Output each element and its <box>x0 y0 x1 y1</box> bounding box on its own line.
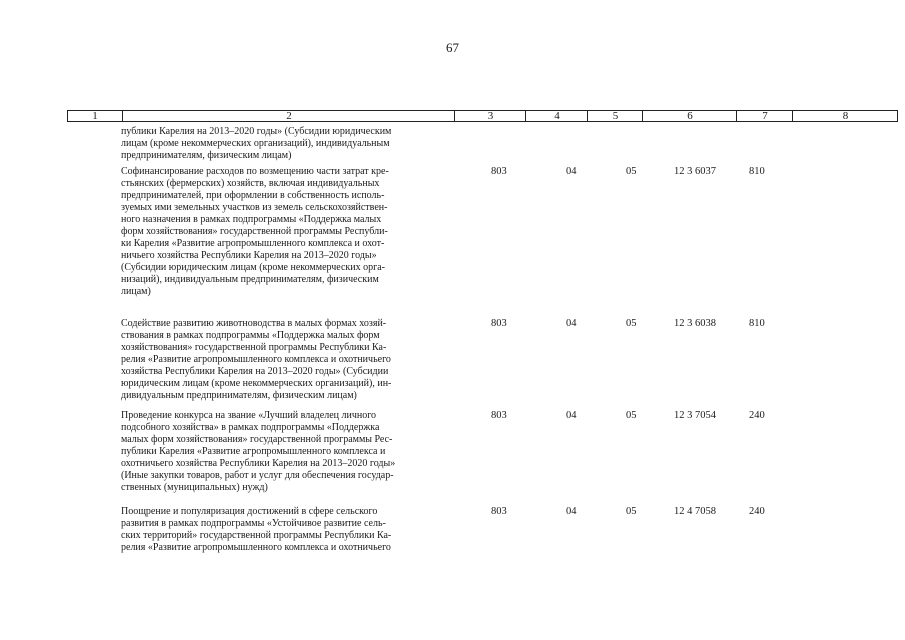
header-cell-1: 1 <box>92 110 98 122</box>
row-expense-type-code: 240 <box>749 410 765 421</box>
row-section-code: 803 <box>491 506 507 517</box>
page-number: 67 <box>446 40 459 55</box>
row-group-code: 05 <box>626 410 637 421</box>
row-group-code: 05 <box>626 166 637 177</box>
row-description-line: лицам (кроме некоммерческих организаций), индивидуальным <box>121 138 390 149</box>
row-description-line: малых форм хозяйствования» государственной программы Рес- <box>121 434 393 445</box>
row-description-line: (Иные закупки товаров, работ и услуг для обеспечения государ- <box>121 470 394 481</box>
row-description-line: Поощрение и популяризация достижений в сфере сельского <box>121 506 378 517</box>
row-description-line: юридическим лицам (кроме некоммерческих организаций), ин- <box>121 378 392 389</box>
row-description-line: ного назначения в рамках подпрограммы «Поддержка малых <box>121 214 382 225</box>
row-target-article-code: 12 3 6038 <box>674 318 716 329</box>
row-description-line: лицам) <box>121 286 151 297</box>
row-description-line: стьянских (фермерских) хозяйств, включая индивидуальных <box>121 178 380 189</box>
row-section-code: 803 <box>491 410 507 421</box>
row-description-line: охотничьего хозяйства Республики Карелия на 2013–2020 годы» <box>121 458 396 469</box>
row-target-article-code: 12 4 7058 <box>674 506 716 517</box>
row-description-line: ки Карелия «Развитие агропромышленного комплекса и охот- <box>121 238 385 249</box>
header-cell-6: 6 <box>642 111 737 121</box>
row-group-code: 05 <box>626 318 637 329</box>
row-description-line: зуемых ими земельных участков из земель сельскохозяйствен- <box>121 202 388 213</box>
row-description-line: дивидуальным предпринимателям, физическим лицам) <box>121 390 357 401</box>
row-subsection-code: 04 <box>566 318 577 329</box>
row-description-line: предпринимателей, при оформлении в собственность исполь- <box>121 190 385 201</box>
row-description-line: подсобного хозяйства» в рамках подпрограммы «Поддержка <box>121 422 380 433</box>
row-description-line: ничьего хозяйства Республики Карелия на 2013–2020 годы» <box>121 250 377 261</box>
header-cell-8: 8 <box>792 111 898 121</box>
row-description-line: Софинансирование расходов по возмещению части затрат кре- <box>121 166 389 177</box>
row-description-line: ских территорий» государственной программы Республики Ка- <box>121 530 392 541</box>
row-expense-type-code: 810 <box>749 318 765 329</box>
row-expense-type-code: 810 <box>749 166 765 177</box>
row-target-article-code: 12 3 7054 <box>674 410 716 421</box>
row-description-line: развития в рамках подпрограммы «Устойчивое развитие сель- <box>121 518 386 529</box>
header-cell-3: 3 <box>454 111 526 121</box>
table-header-row <box>67 110 898 122</box>
row-target-article-code: 12 3 6037 <box>674 166 716 177</box>
row-description-line: (Субсидии юридическим лицам (кроме некоммерческих орга- <box>121 262 385 273</box>
header-cell-5: 5 <box>587 111 643 121</box>
row-description-line: публики Карелия на 2013–2020 годы» (Субсидии юридическим <box>121 126 392 137</box>
row-description-line: ственных (муниципальных) нужд) <box>121 482 268 493</box>
row-description-line: хозяйства Республики Карелия на 2013–2020 годы» (Субсидии <box>121 366 389 377</box>
header-cell-2: 2 <box>122 111 455 121</box>
header-cell-7: 7 <box>736 111 793 121</box>
row-section-code: 803 <box>491 166 507 177</box>
row-description-line: Содействие развитию животноводства в малых формах хозяй- <box>121 318 387 329</box>
row-subsection-code: 04 <box>566 410 577 421</box>
row-description-line: хозяйствования» государственной программы Республики Ка- <box>121 342 387 353</box>
row-group-code: 05 <box>626 506 637 517</box>
row-description-line: релия «Развитие агропромышленного комплекса и охотничьего <box>121 542 391 553</box>
row-description-line: форм хозяйствования» государственной программы Республи- <box>121 226 388 237</box>
row-description-line: предпринимателям, физическим лицам) <box>121 150 292 161</box>
row-subsection-code: 04 <box>566 506 577 517</box>
row-section-code: 803 <box>491 318 507 329</box>
row-description-line: Проведение конкурса на звание «Лучший владелец личного <box>121 410 377 421</box>
row-subsection-code: 04 <box>566 166 577 177</box>
row-description-line: ствования в рамках подпрограммы «Поддержка малых форм <box>121 330 380 341</box>
row-description-line: публики Карелия «Развитие агропромышленного комплекса и <box>121 446 386 457</box>
row-expense-type-code: 240 <box>749 506 765 517</box>
header-cell-4: 4 <box>525 111 588 121</box>
row-description-line: низаций), индивидуальным предпринимателям, физическим <box>121 274 379 285</box>
row-description-line: релия «Развитие агропромышленного комплекса и охотничьего <box>121 354 391 365</box>
